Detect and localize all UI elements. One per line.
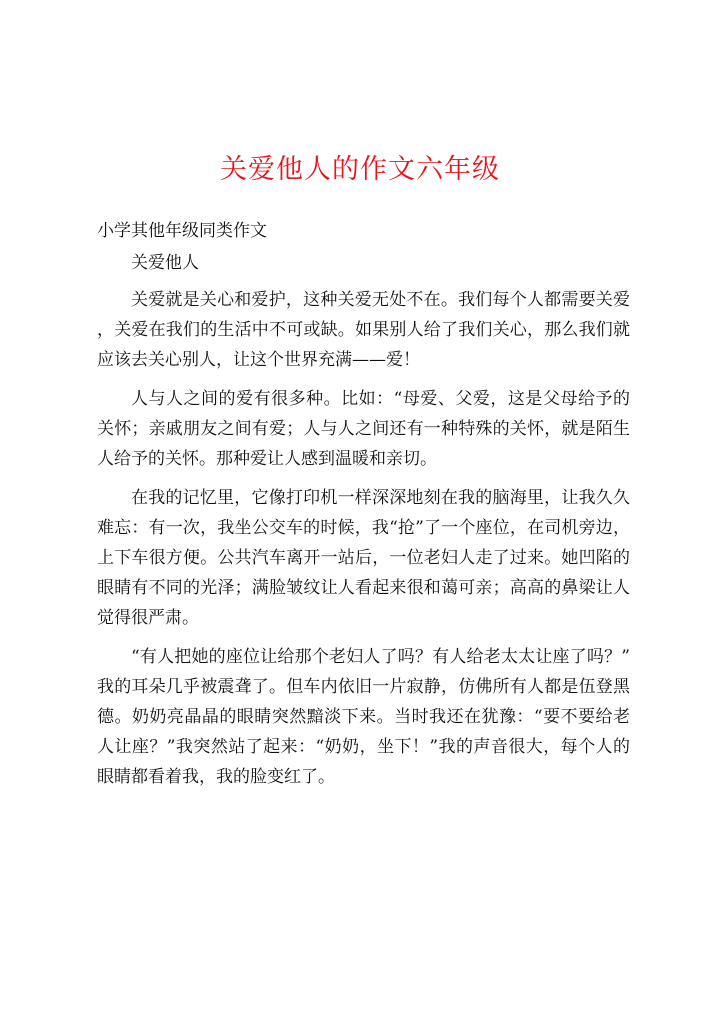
document-body [97, 214, 630, 801]
category-label: 小学其他年级同类作文 [97, 221, 267, 241]
paragraph-1: 关爱就是关心和爱护，这种关爱无处不在。我们每个人都需要关爱，关爱在我们的生活中不可或缺。如果别人给了我们关心，那么我们就应该去关心别人，让这个世界充满——爱！ [97, 290, 630, 370]
paragraph-4: “有人把她的座位让给那个老妇人了吗？有人给老太太让座了吗？”我的耳朵几乎被震聋了。但车内依旧一片寂静，仿佛所有人都是伍登黑德。奶奶亮晶晶的眼睛突然黯淡下来。当时我还在犹豫：“要不要给老人让座？”我突然站了起来：“奶奶，坐下！”我的声音很大，每个人的眼睛都看着我，我的脸变红了。 [97, 647, 630, 787]
paragraph-2: 人与人之间的爱有很多种。比如：“母爱、父爱，这是父母给予的关怀；亲戚朋友之间有爱；人与人之间还有一种特殊的关怀，就是陌生人给予的关怀。那种爱让人感到温暖和亲切。 [97, 389, 630, 469]
document-title: 关爱他人的作文六年级 [220, 154, 500, 185]
essay-subtitle: 关爱他人 [131, 253, 199, 273]
paragraph-3: 在我的记忆里，它像打印机一样深深地刻在我的脑海里，让我久久难忘：有一次，我坐公交车的时候，我“抢”了一个座位，在司机旁边，上下车很方便。公共汽车离开一站后，一位老妇人走了过来。她凹陷的眼睛有不同的光泽；满脸皱纹让人看起来很和蔼可亲；高高的鼻梁让人觉得很严肃。 [97, 488, 630, 628]
